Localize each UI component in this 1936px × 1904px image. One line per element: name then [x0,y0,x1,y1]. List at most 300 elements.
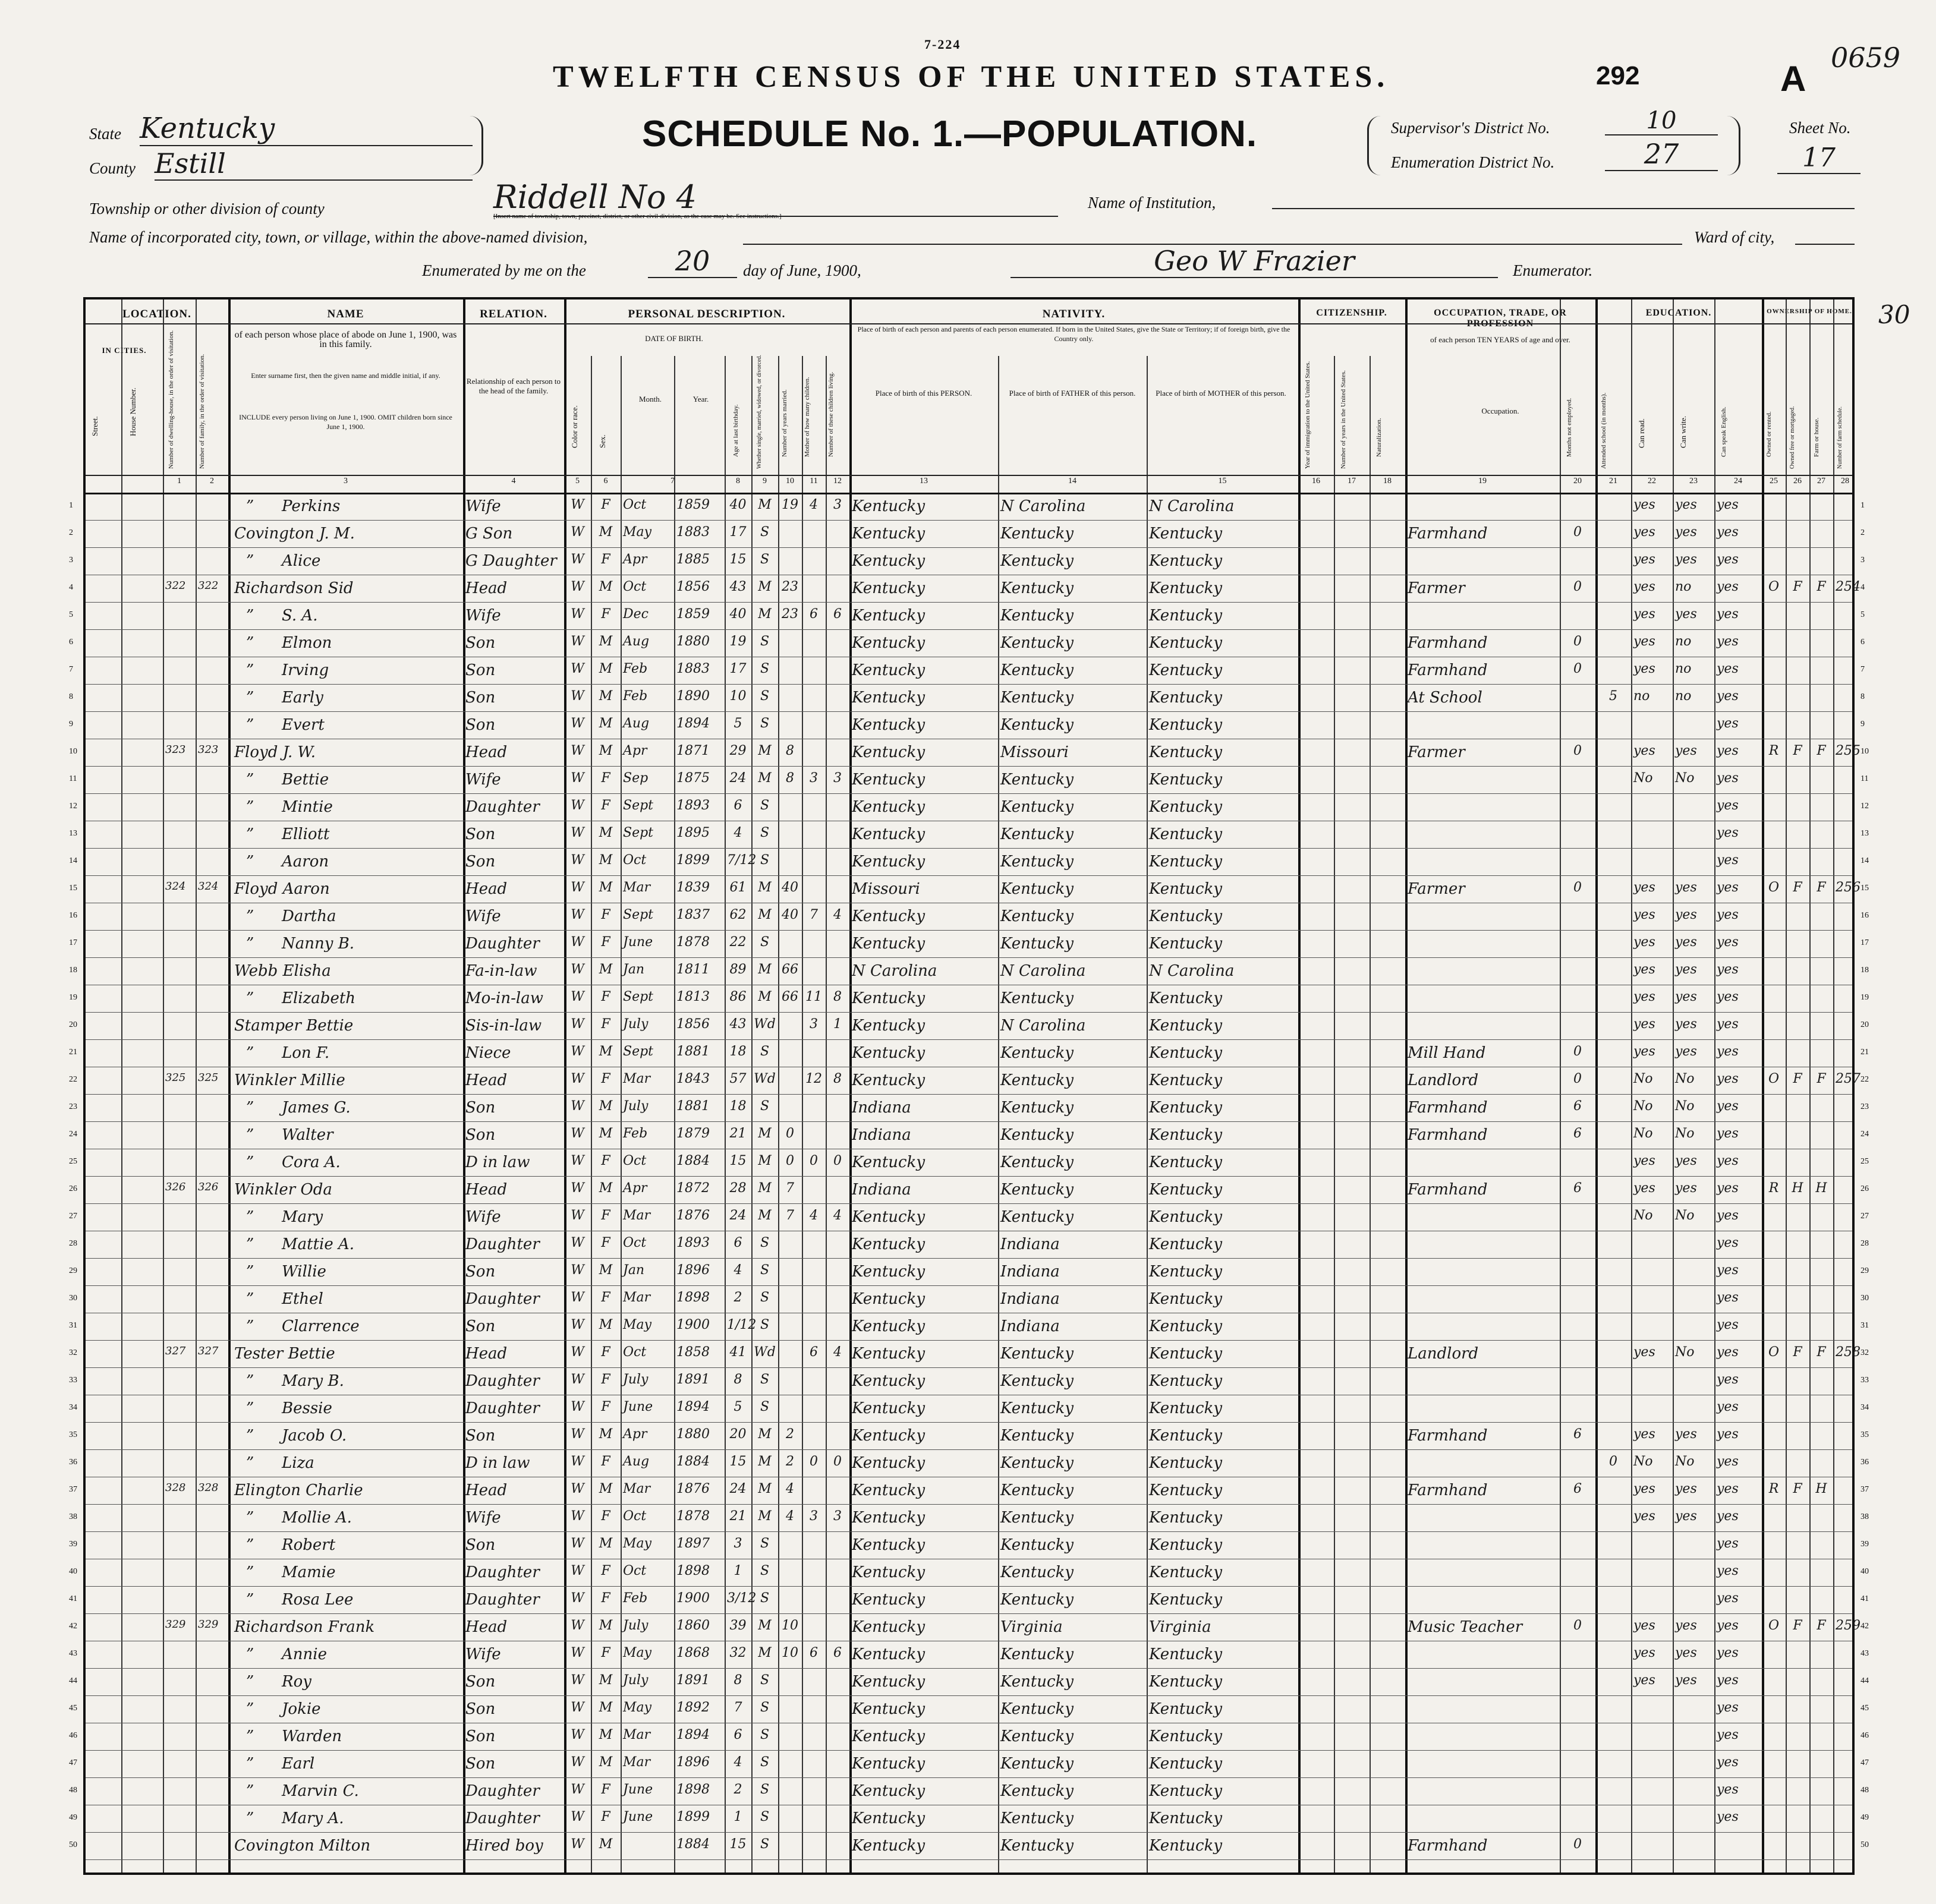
row-en-cell: yes [1717,1044,1739,1059]
row-year-cell: 1894 [676,716,710,731]
row-number: 5 [1861,610,1865,619]
ditto-mark: ” [246,689,254,707]
row-number: 17 [69,938,77,947]
row-en-cell: yes [1717,1181,1739,1196]
row-ne-cell: 0 [1573,579,1582,594]
ditto-mark: ” [246,1755,254,1773]
row-bm-cell: Kentucky [1149,853,1223,871]
row-age-cell: 43 [729,579,747,594]
row-color-cell: W [571,1345,584,1360]
row-en-cell: yes [1717,716,1739,731]
row-color-cell: W [571,1017,584,1032]
row-age-cell: 15 [729,1837,747,1852]
row-rel-cell: Wife [465,497,501,515]
row-mar-cell: M [758,880,772,895]
row-mar-cell: S [760,634,770,649]
row-month-cell: Apr [623,1181,647,1196]
enumerator-name: Geo W Frazier [1011,245,1498,278]
row-bf-cell: Kentucky [1000,1509,1074,1527]
row-bp-cell: Kentucky [852,1071,925,1089]
row-fs-cell: 254 [1836,579,1861,594]
row-bm-cell: Kentucky [1149,1837,1223,1855]
row-year-cell: 1883 [676,525,710,540]
row-bp-cell: Indiana [852,1099,911,1117]
row-name-cell: Clarrence [282,1317,360,1335]
row-wr-cell: yes [1675,1427,1697,1442]
row-sex-cell: M [599,1536,613,1551]
row-rd-cell: yes [1633,1618,1655,1633]
column-number: 3 [344,477,348,486]
row-bf-cell: Kentucky [1000,1181,1074,1199]
row-rel-cell: Son [465,1673,496,1691]
row-en-cell: yes [1717,743,1739,758]
row-number: 19 [1861,993,1869,1002]
institution-label: Name of Institution, [1088,194,1216,212]
ditto-mark: ” [246,552,254,570]
row-age-cell: 24 [729,1208,747,1223]
row-occ-cell: Landlord [1408,1071,1479,1089]
row-number: 28 [1861,1239,1869,1248]
column-rule [1833,300,1834,1873]
row-fam-cell: 324 [198,880,219,893]
row-color-cell: W [571,907,584,922]
row-rel-cell: Son [465,825,496,843]
row-sex-cell: M [599,1837,613,1852]
row-bf-cell: Kentucky [1000,1673,1074,1691]
row-color-cell: W [571,497,584,512]
row-sex-cell: M [599,1427,613,1442]
header-bracket [470,116,483,175]
row-mar-cell: S [760,1317,770,1332]
row-en-cell: yes [1717,1618,1739,1633]
row-en-cell: yes [1717,1263,1739,1278]
row-mar-cell: M [758,1208,772,1223]
row-name-cell: Elmon [282,634,332,652]
row-year-cell: 1880 [676,634,710,649]
row-name-cell: Willie [282,1263,326,1281]
row-color-cell: W [571,1645,584,1660]
row-number: 23 [1861,1102,1869,1111]
row-name-cell: Richardson Frank [234,1618,375,1636]
row-bp-cell: Kentucky [852,1837,925,1855]
row-rel-cell: Wife [465,771,501,789]
row-mar-cell: S [760,1700,770,1715]
vlabel-mother-of: Mother of how many children. [804,377,811,457]
row-mar-cell: M [758,1181,772,1196]
row-rel-cell: Son [465,1728,496,1745]
row-sex-cell: M [599,962,613,977]
row-bm-cell: Kentucky [1149,716,1223,734]
row-number: 9 [1861,720,1865,729]
row-rule [86,848,1852,849]
row-bm-cell: Kentucky [1149,1427,1223,1445]
vlabel-house: House Number. [128,387,137,436]
row-number: 19 [69,993,77,1002]
row-age-cell: 29 [729,743,747,758]
row-age-cell: 86 [729,989,747,1004]
row-en-cell: yes [1717,771,1739,786]
row-bm-cell: Kentucky [1149,634,1223,652]
row-rule [86,957,1852,958]
row-rel-cell: Son [465,1536,496,1554]
birth-mother-label: Place of birth of MOTHER of this person. [1156,389,1286,398]
row-bp-cell: Kentucky [852,579,925,597]
row-en-cell: yes [1717,689,1739,704]
row-year-cell: 1893 [676,798,710,813]
row-bp-cell: Kentucky [852,1618,925,1636]
row-bm-cell: Kentucky [1149,1700,1223,1718]
row-wr-cell: yes [1675,1673,1697,1688]
row-number: 45 [69,1704,77,1713]
row-mo-cell: 3 [810,1509,818,1524]
row-mar-cell: S [760,798,770,813]
row-sex-cell: F [601,935,610,950]
row-sex-cell: F [601,1810,610,1824]
column-rule [802,356,803,1873]
row-month-cell: July [623,1618,649,1633]
ditto-mark: ” [246,853,254,871]
row-sex-cell: M [599,634,613,649]
row-mar-cell: S [760,689,770,704]
row-year-cell: 1876 [676,1208,710,1223]
row-bm-cell: Virginia [1149,1618,1211,1636]
enumerated-day: 20 [648,245,737,278]
ditto-mark: ” [246,1454,254,1472]
row-age-cell: 4 [734,1755,742,1770]
row-bp-cell: Kentucky [852,1317,925,1335]
row-en-cell: yes [1717,607,1739,622]
row-number: 31 [1861,1321,1869,1330]
row-occ-cell: Farmhand [1408,525,1488,543]
row-age-cell: 24 [729,1481,747,1496]
row-number: 37 [69,1485,77,1494]
row-number: 46 [69,1731,77,1740]
row-bm-cell: Kentucky [1149,1481,1223,1499]
row-color-cell: W [571,1044,584,1059]
row-rel-cell: Son [465,1317,496,1335]
township-note: [Insert name of township, town, precinct, district, or other civil division, as the case may be. See instructions.] [493,213,782,220]
row-number: 17 [1861,938,1869,947]
row-mar-cell: S [760,1563,770,1578]
row-bf-cell: Kentucky [1000,1044,1074,1062]
row-bm-cell: Kentucky [1149,1071,1223,1089]
row-rd-cell: yes [1633,497,1655,512]
row-year-cell: 1884 [676,1837,710,1852]
row-year-cell: 1896 [676,1263,710,1278]
row-sex-cell: M [599,1700,613,1715]
row-wr-cell: yes [1675,880,1697,895]
vlabel-not-employed: Months not employed. [1566,398,1573,457]
row-bp-cell: Kentucky [852,1782,925,1800]
row-en-cell: yes [1717,1017,1739,1032]
row-fs-cell: 256 [1836,880,1861,895]
row-rel-cell: Son [465,853,496,871]
row-number: 33 [69,1376,77,1385]
row-rule [86,1176,1852,1177]
row-mo-cell: 3 [810,1017,818,1032]
column-number: 22 [1648,477,1656,486]
column-rule [1560,300,1561,1873]
row-own-cell: O [1768,1345,1780,1360]
column-rule [1631,300,1632,1873]
row-rd-cell: No [1633,771,1653,786]
column-rule [621,356,622,1873]
row-fam-cell: 322 [198,579,219,592]
row-ne-cell: 0 [1573,634,1582,649]
column-rule [1595,300,1598,1873]
column-number: 15 [1218,477,1227,486]
row-wr-cell: yes [1675,1181,1697,1196]
row-dw-cell: 323 [165,743,186,756]
ditto-mark: ” [246,1536,254,1554]
row-bp-cell: Kentucky [852,497,925,515]
row-age-cell: 1 [734,1563,742,1578]
row-rule [86,930,1852,931]
row-bf-cell: Kentucky [1000,1591,1074,1609]
row-occ-cell: Mill Hand [1408,1044,1486,1062]
row-sex-cell: M [599,1263,613,1278]
row-year-cell: 1891 [676,1673,710,1688]
row-occ-cell: Farmhand [1408,634,1488,652]
row-name-cell: Mamie [282,1563,336,1581]
vlabel-school: Attended school (in months). [1600,392,1607,469]
row-occ-cell: Farmer [1408,880,1465,898]
row-number: 35 [1861,1430,1869,1439]
row-rel-cell: Daughter [465,798,540,816]
row-age-cell: 5 [734,1399,742,1414]
row-wr-cell: yes [1675,989,1697,1004]
row-age-cell: 19 [729,634,747,649]
row-color-cell: W [571,1208,584,1223]
row-number: 15 [69,884,77,893]
row-name-cell: Nanny B. [282,935,355,953]
row-number: 9 [69,720,73,729]
row-bm-cell: Kentucky [1149,907,1223,925]
row-name-cell: Marvin C. [282,1782,359,1800]
row-number: 2 [69,528,73,537]
column-rule [196,300,197,1873]
row-color-cell: W [571,525,584,540]
row-bp-cell: Kentucky [852,1044,925,1062]
row-bm-cell: Kentucky [1149,1810,1223,1827]
row-bm-cell: Kentucky [1149,607,1223,625]
row-number: 24 [1861,1130,1869,1139]
vlabel-color: Color or race. [570,405,579,448]
row-ym-cell: 19 [782,497,798,512]
row-month-cell: June [623,1810,653,1824]
row-ym-cell: 8 [786,771,794,786]
row-bf-cell: N Carolina [1000,1017,1086,1035]
row-ym-cell: 2 [786,1427,794,1442]
row-name-cell: Roy [282,1673,311,1691]
row-rel-cell: Son [465,1427,496,1445]
row-number: 50 [69,1840,77,1849]
row-bm-cell: Kentucky [1149,1399,1223,1417]
row-number: 32 [1861,1348,1869,1357]
row-number: 39 [69,1540,77,1549]
row-bp-cell: Kentucky [852,935,925,953]
column-number: 18 [1383,477,1392,486]
row-en-cell: yes [1717,1427,1739,1442]
row-age-cell: 1/12 [727,1317,757,1332]
row-year-cell: 1813 [676,989,710,1004]
row-name-cell: Annie [282,1645,327,1663]
row-mar-cell: M [758,743,772,758]
row-sch-cell: 5 [1609,689,1617,704]
row-number: 41 [69,1594,77,1603]
column-rule [1673,300,1674,1873]
row-bf-cell: Kentucky [1000,525,1074,543]
column-number: 17 [1348,477,1356,486]
row-bf-cell: Kentucky [1000,1481,1074,1499]
row-sex-cell: M [599,825,613,840]
row-color-cell: W [571,1263,584,1278]
row-frm-cell: F [1793,1618,1802,1633]
row-ym-cell: 66 [782,989,798,1004]
row-number: 20 [69,1020,77,1029]
row-sex-cell: F [601,1782,610,1797]
row-number: 44 [1861,1676,1869,1685]
row-color-cell: W [571,825,584,840]
row-number: 25 [69,1157,77,1166]
supervisor-label: Supervisor's District No. [1391,119,1550,137]
row-month-cell: Oct [623,1509,647,1524]
row-sch-cell: 0 [1609,1454,1617,1469]
row-occ-cell: Farmhand [1408,1181,1488,1199]
row-color-cell: W [571,1427,584,1442]
row-age-cell: 8 [734,1372,742,1387]
row-age-cell: 1 [734,1810,742,1824]
row-rule [86,547,1852,548]
row-mar-cell: S [760,525,770,540]
row-year-cell: 1900 [676,1317,710,1332]
row-en-cell: yes [1717,1810,1739,1824]
vlabel-age: Age at last birthday. [732,404,739,457]
enumerator-label: Enumerator. [1513,261,1593,279]
row-wr-cell: yes [1675,552,1697,567]
row-sex-cell: F [601,497,610,512]
row-month-cell: Sep [623,771,649,786]
row-en-cell: yes [1717,1126,1739,1141]
row-sex-cell: M [599,1317,613,1332]
row-bf-cell: Kentucky [1000,1782,1074,1800]
row-bp-cell: Kentucky [852,525,925,543]
row-number: 10 [1861,747,1869,756]
row-bm-cell: Kentucky [1149,1126,1223,1144]
row-bf-cell: Kentucky [1000,1837,1074,1855]
row-rel-cell: Son [465,689,496,707]
row-rule [86,1750,1852,1751]
row-rd-cell: yes [1633,1153,1655,1168]
row-bm-cell: Kentucky [1149,1099,1223,1117]
row-year-cell: 1900 [676,1591,710,1606]
row-mo-cell: 4 [810,497,818,512]
ditto-mark: ” [246,1263,254,1281]
row-en-cell: yes [1717,1782,1739,1797]
row-year-cell: 1859 [676,607,710,622]
row-en-cell: yes [1717,1591,1739,1606]
group-citizenship: CITIZENSHIP. [1316,308,1387,318]
row-own-cell: R [1768,1481,1779,1496]
column-number: 7 [670,477,675,486]
row-en-cell: yes [1717,552,1739,567]
row-year-cell: 1872 [676,1181,710,1196]
column-number: 12 [833,477,842,486]
row-color-cell: W [571,880,584,895]
row-number: 34 [69,1403,77,1412]
row-mar-cell: S [760,1536,770,1551]
row-name-cell: Tester Bettie [234,1345,335,1363]
row-color-cell: W [571,1755,584,1770]
row-year-cell: 1898 [676,1290,710,1305]
row-en-cell: yes [1717,962,1739,977]
row-bf-cell: Kentucky [1000,579,1074,597]
row-mar-cell: M [758,1454,772,1469]
ditto-mark: ” [246,798,254,816]
row-rule [86,793,1852,794]
row-color-cell: W [571,552,584,567]
row-bm-cell: Kentucky [1149,1536,1223,1554]
row-color-cell: W [571,743,584,758]
row-mar-cell: S [760,1837,770,1852]
row-number: 38 [1861,1512,1869,1521]
row-age-cell: 20 [729,1427,747,1442]
row-age-cell: 61 [729,880,747,895]
row-fam-cell: 327 [198,1345,219,1357]
row-bf-cell: Kentucky [1000,1728,1074,1745]
row-rule [86,875,1852,876]
column-rule [1714,300,1715,1873]
row-rd-cell: yes [1633,743,1655,758]
row-month-cell: Jan [623,962,645,977]
ditto-mark: ” [246,1372,254,1390]
enumerated-prefix: Enumerated by me on the [422,261,586,279]
row-mo-cell: 12 [805,1071,822,1086]
row-number: 16 [69,911,77,920]
row-number: 34 [1861,1403,1869,1412]
row-sex-cell: F [601,907,610,922]
row-fh-cell: F [1817,1071,1826,1086]
column-rule [998,356,999,1873]
row-ne-cell: 6 [1573,1481,1582,1496]
row-mo-cell: 3 [810,771,818,786]
row-color-cell: W [571,1235,584,1250]
row-bp-cell: Kentucky [852,1563,925,1581]
row-name-cell: Earl [282,1755,315,1773]
row-age-cell: 17 [729,661,747,676]
row-year-cell: 1892 [676,1700,710,1715]
ditto-mark: ” [246,1099,254,1117]
row-mar-cell: S [760,1290,770,1305]
row-color-cell: W [571,989,584,1004]
row-bp-cell: Kentucky [852,798,925,816]
row-number: 20 [1861,1020,1869,1029]
row-sex-cell: M [599,1481,613,1496]
row-number: 40 [69,1567,77,1576]
district-bracket [1367,116,1381,175]
row-occ-cell: Farmhand [1408,661,1488,679]
row-wr-cell: No [1675,771,1695,786]
row-name-cell: Richardson Sid [234,579,354,597]
row-mar-cell: M [758,607,772,622]
row-year-cell: 1881 [676,1044,710,1059]
row-bp-cell: Missouri [852,880,920,898]
row-bm-cell: Kentucky [1149,1782,1223,1800]
row-number: 42 [69,1622,77,1631]
row-rel-cell: Daughter [465,1399,540,1417]
row-bp-cell: Kentucky [852,989,925,1007]
row-bp-cell: Kentucky [852,1645,925,1663]
